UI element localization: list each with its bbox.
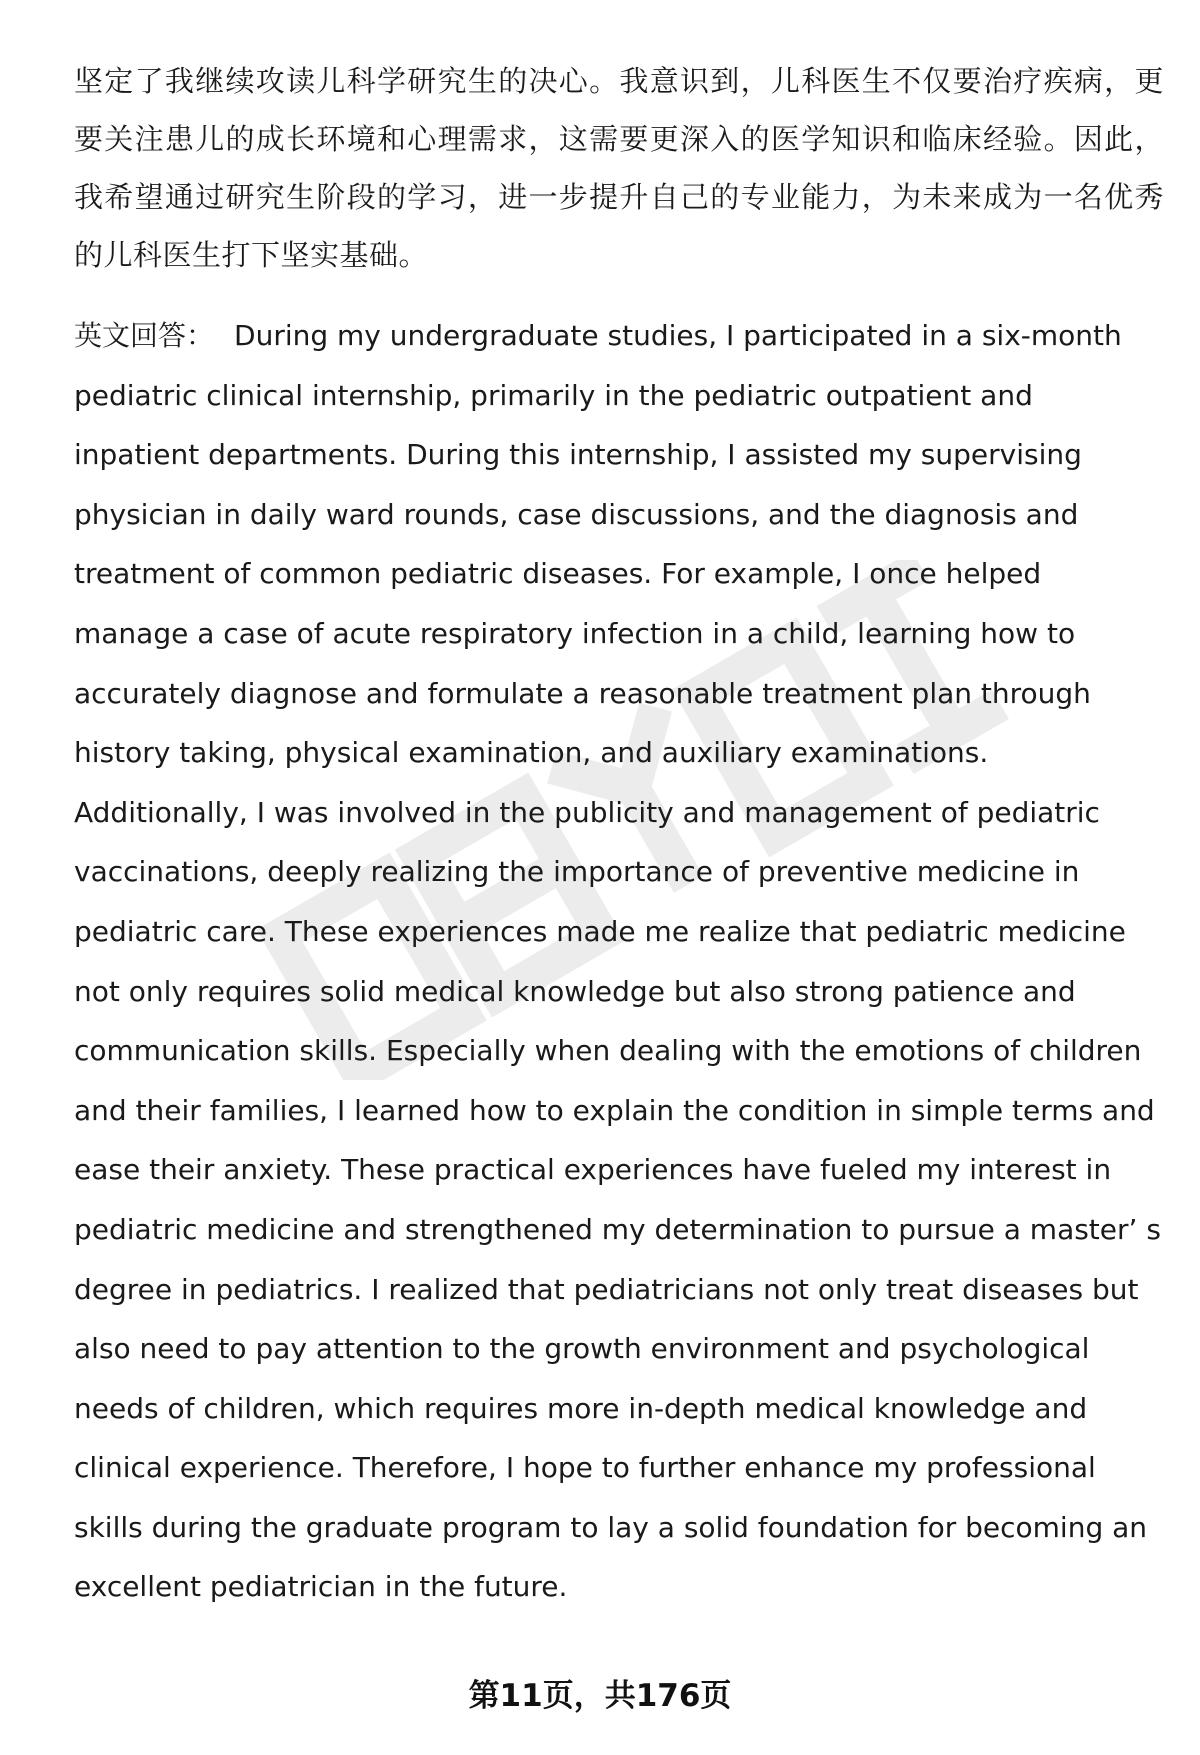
english-answer-label: 英文回答： — [74, 319, 215, 352]
page-number-footer: 第11页，共176页 — [468, 1678, 732, 1714]
chinese-paragraph: 坚定了我继续攻读儿科学研究生的决心。我意识到，儿科医生不仅要治疗疾病，更要关注患儿的成长环境和心理需求，这需要更深入的医学知识和临床经验。因此，我希望通过研究生阶段的学习，进一步提升自己的专业能力，为未来成为一名优秀的儿科医生打下坚实基础。 — [74, 64, 1164, 272]
english-answer-paragraph — [74, 306, 1164, 1617]
english-answer-text: During my undergraduate studies, I participated in a six-month pediatric clinical internship, primarily in the pediatric outpatient and inpatient departments. During this internship, I assisted my supervising physician in daily ward rounds, case discussions, and the diagnosis and treatment of common pediatric diseases. For example, I once helped manage a case of acute respiratory infection in a child, learning how to accurately diagnose and formulate a reasonable treatment plan through history taking, physical examination, and auxiliary examinations. Additionally, I was involved in the publicity and management of pediatric vaccinations, deeply realizing the importance of preventive medicine in pediatric care. These experiences made me realize that pediatric medicine not only requires solid medical knowledge but also strong patience and communication skills. Especially when dealing with the emotions of children and their families, I learned how to explain the condition in simple terms and ease their anxiety. These practical experiences have fueled my interest in pediatric medicine and strengthened my determination to pursue a master’ s degree in pediatrics. I realized that pediatricians not only treat diseases but also need to pay attention to the growth environment and psychological needs of children, which requires more in-depth medical knowledge and clinical experience. Therefore, I hope to further enhance my professional skills during the graduate program to lay a solid foundation for becoming an excellent pediatrician in the future. — [74, 319, 1161, 1604]
main-content — [74, 52, 1164, 1617]
